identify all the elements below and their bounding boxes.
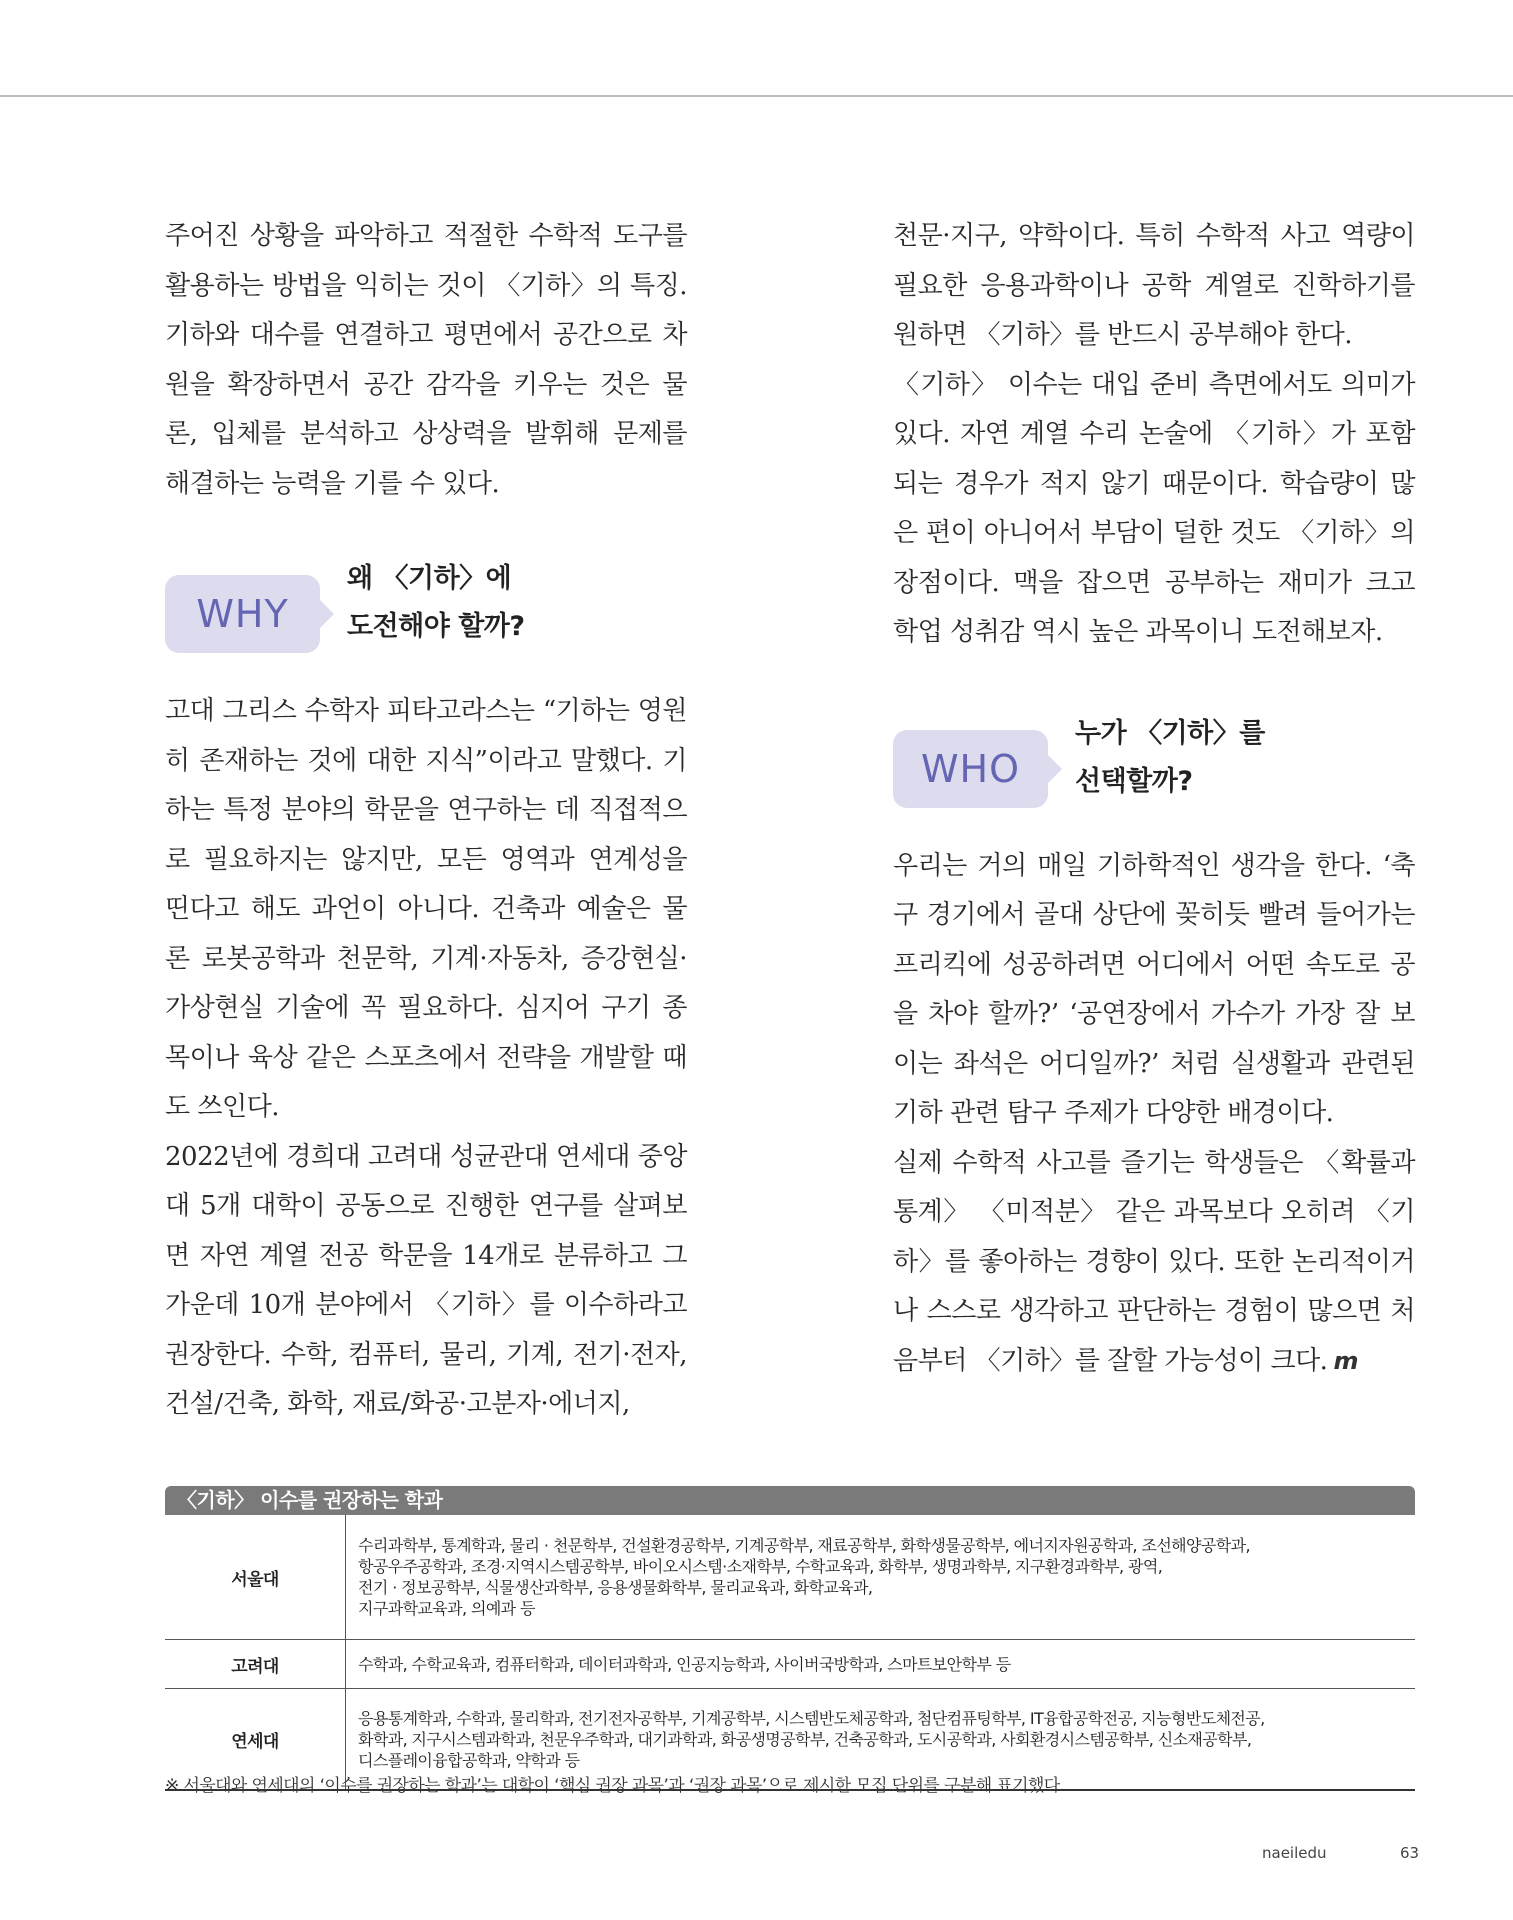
department-list (346, 1515, 1416, 1640)
why-paragraph-2-end: 천문·지구, 약학이다. 특히 수학적 사고 역량이 필요한 응용과학이나 공학 계열로 진학하기를 원하면 〈기하〉를 반드시 공부해야 한다. (893, 221, 1415, 350)
why-title-line-2: 도전해야 할까? (347, 611, 525, 642)
why-paragraph-2-start: 2022년에 경희대 고려대 성균관대 연세대 중앙대 5개 대학이 공동으로 진행한 연구를 살펴보면 자연 계열 전공 학문을 14개로 분류하고 그 가운데 10개 분야에서 〈기하〉를 이수하라고 권장한다. 수학, 컴퓨터, 물리, 기계, 전기·전자, 건설/건축, 화학, 재료/화공·고분자·에너지, (165, 1141, 687, 1419)
department-list (346, 1640, 1416, 1689)
why-badge: WHY (165, 575, 320, 653)
top-divider (0, 95, 1513, 97)
department-line: 응용통계학과, 수학과, 물리학과, 전기전자공학부, 기계공학부, 시스템반도체공학과, 첨단컴퓨팅학부, IT융합공학전공, 지능형반도체전공, (358, 1708, 1265, 1728)
department-line: 항공우주공학과, 조경·지역시스템공학부, 바이오시스템·소재학부, 수학교육과, 화학부, 생명과학부, 지구환경과학부, 광역, (358, 1557, 1163, 1576)
university-name: 서울대 (165, 1515, 346, 1640)
department-line: 디스플레이융합공학과, 약학과 등 (358, 1750, 580, 1770)
who-paragraph-2 (893, 1139, 1415, 1387)
who-badge: WHO (893, 730, 1048, 808)
who-paragraph-1: 우리는 거의 매일 기하학적인 생각을 한다. ‘축구 경기에서 골대 상단에 꽂히듯 빨려 들어가는 프리킥에 성공하려면 어디에서 어떤 속도로 공을 차야 할까?’ ‘공연장에서 가수가 가장 잘 보이는 좌석은 어디일까?’ 처럼 실생활과 관련된 기하 관련 탐구 주제가 다양한 배경이다. (893, 850, 1415, 1128)
why-section-header (165, 555, 687, 687)
why-paragraph-1: 고대 그리스 수학자 피타고라스는 “기하는 영원히 존재하는 것에 대한 지식”이라고 말했다. 기하는 특정 분야의 학문을 연구하는 데 직접적으로 필요하지는 않지만, 모든 영역과 연계성을 띤다고 해도 과언이 아니다. 건축과 예술은 물론 로봇공학과 천문학, 기계·자동차, 증강현실·가상현실 기술에 꼭 필요하다. 심지어 구기 종목이나 육상 같은 스포츠에서 전략을 개발할 때도 쓰인다. (165, 696, 687, 1122)
department-line: 수학과, 수학교육과, 컴퓨터학과, 데이터과학과, 인공지능학과, 사이버국방학과, 스마트보안학부 등 (358, 1654, 1011, 1674)
table-row (165, 1515, 1415, 1640)
table-row (165, 1640, 1415, 1689)
why-paragraph-3: 〈기하〉 이수는 대입 준비 측면에서도 의미가 있다. 자연 계열 수리 논술에 〈기하〉가 포함되는 경우가 적지 않기 때문이다. 학습량이 많은 편이 아니어서 부담이 덜한 것도 〈기하〉의 장점이다. 맥을 잡으면 공부하는 재미가 크고 학업 성취감 역시 높은 과목이니 도전해보자. (893, 369, 1415, 647)
why-section-title (347, 555, 687, 651)
department-line: 지구과학교육과, 의예과 등 (358, 1599, 535, 1618)
who-section-title (1075, 710, 1415, 806)
end-mark-icon: m (1333, 1346, 1358, 1375)
who-section-header (893, 710, 1415, 842)
departments-table (165, 1515, 1415, 1791)
why-title-line-1: 왜 〈기하〉에 (347, 563, 512, 594)
table-footnote: ※ 서울대와 연세대의 ‘이수를 권장하는 학과’는 대학이 ‘핵심 권장 과목’과 ‘권장 과목’으로 제시한 모집 단위를 구분해 표기했다. (165, 1776, 1065, 1796)
who-title-line-1: 누가 〈기하〉를 (1075, 717, 1265, 749)
recommended-departments-table (165, 1486, 1415, 1791)
department-line: 화학과, 지구시스템과학과, 천문우주학과, 대기과학과, 화공생명공학부, 건축공학과, 도시공학과, 사회환경시스템공학부, 신소재공학부, (358, 1729, 1252, 1749)
department-line: 수리과학부, 통계학과, 물리 · 천문학부, 건설환경공학부, 기계공학부, 재료공학부, 화학생물공학부, 에너지자원공학과, 조선해양공학과, (358, 1536, 1250, 1555)
intro-paragraph: 주어진 상황을 파악하고 적절한 수학적 도구를 활용하는 방법을 익히는 것이 〈기하〉의 특징. 기하와 대수를 연결하고 평면에서 공간으로 차원을 확장하면서 공간 감각을 키우는 것은 물론, 입체를 분석하고 상상력을 발휘해 문제를 해결하는 능력을 기를 수 있다. (165, 221, 687, 499)
footer-brand: naeiledu (1262, 1844, 1327, 1862)
who-paragraph-2-text: 실제 수학적 사고를 즐기는 학생들은 〈확률과 통계〉 〈미적분〉 같은 과목보다 오히려 〈기하〉를 좋아하는 경향이 있다. 또한 논리적이거나 스스로 생각하고 판단하는 경험이 많으면 처음부터 〈기하〉를 잘할 가능성이 크다. (893, 1147, 1415, 1376)
department-line: 전기 · 정보공학부, 식물생산과학부, 응용생물화학부, 물리교육과, 화학교육과, (358, 1578, 873, 1597)
right-column (893, 212, 1415, 1386)
table-title: 〈기하〉 이수를 권장하는 학과 (165, 1486, 1415, 1515)
university-name: 연세대 (165, 1689, 346, 1791)
left-column (165, 212, 687, 1430)
page-number: 63 (1400, 1844, 1420, 1862)
university-name: 고려대 (165, 1640, 346, 1689)
who-title-line-2: 선택할까? (1075, 765, 1193, 797)
